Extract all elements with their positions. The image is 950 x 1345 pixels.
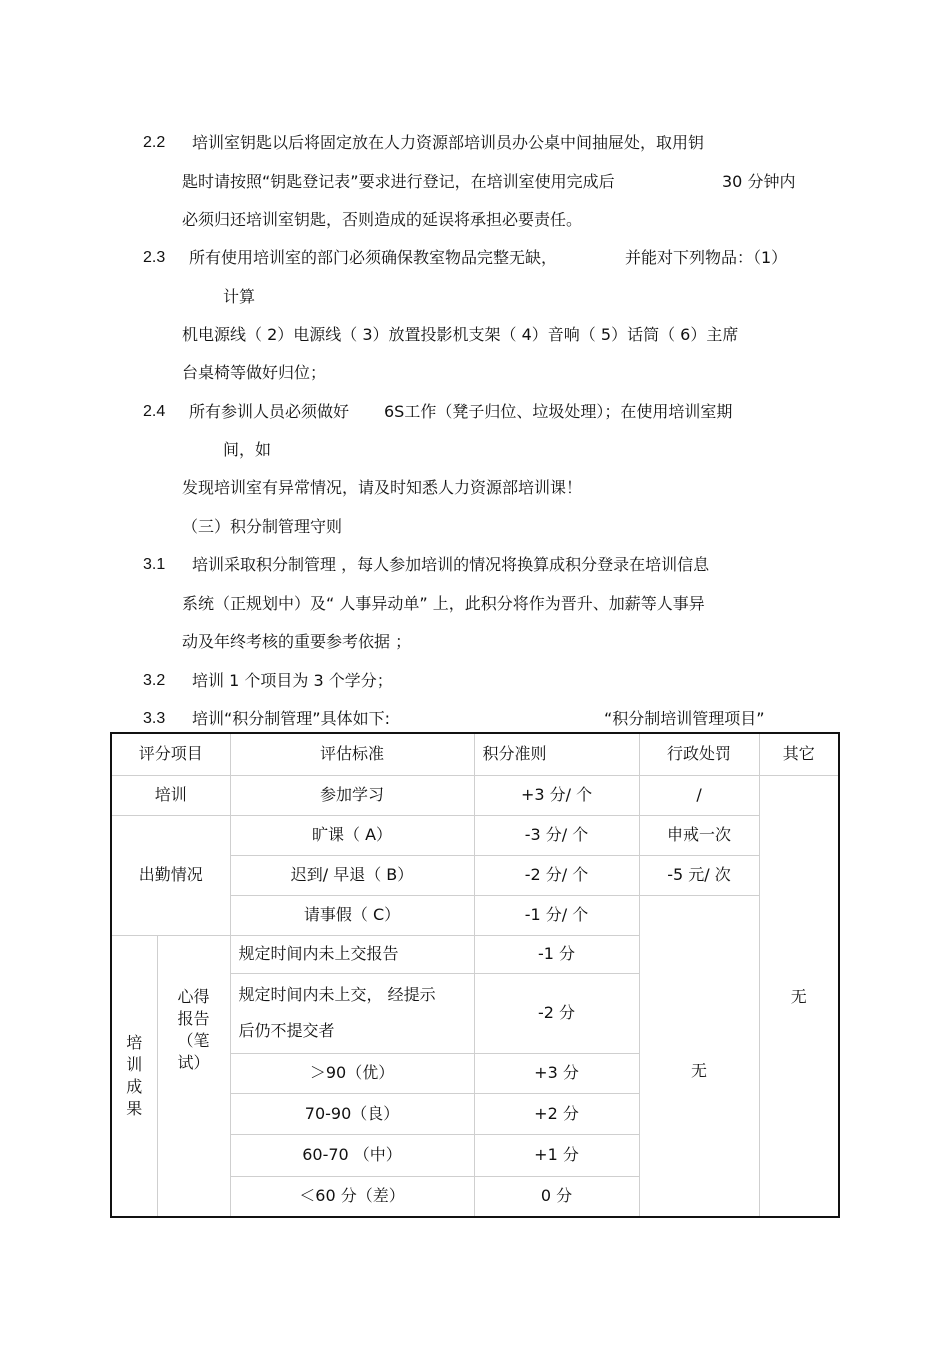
- report-label-line: 心得: [177, 986, 210, 1006]
- cell-attendance-a-standard: 旷课（ A）: [230, 815, 474, 855]
- cell-result-2-score: -2 分: [474, 973, 639, 1053]
- para-3-1-line-1: 培训采取积分制管理 ，每人参加培训的情况将换算成积分登录在培训信息: [192, 555, 710, 574]
- cell-attendance-b-standard: 迟到/ 早退（ B）: [230, 855, 474, 895]
- result-2-standard-line-1: 规定时间内未上交， 经提示: [238, 985, 436, 1004]
- cell-attendance-b-penalty: -5 元/ 次: [639, 855, 759, 895]
- cell-attendance-c-standard: 请事假（ C）: [230, 895, 474, 935]
- cell-result-5-standard: 60-70 （中）: [230, 1134, 474, 1176]
- header-penalty: 行政处罚: [639, 733, 759, 775]
- cell-report-label: [157, 935, 230, 1217]
- para-2-2-line-2-time: 30 分钟内: [722, 172, 796, 191]
- cell-result-6-standard: ＜60 分（差）: [230, 1176, 474, 1217]
- para-2-2-line-2: 匙时请按照“钥匙登记表”要求进行登记，在培训室使用完成后: [182, 172, 615, 191]
- cell-result-1-standard: 规定时间内未上交报告: [230, 935, 474, 973]
- results-label-char: 培: [126, 1032, 143, 1052]
- para-3-3-text: 培训“积分制管理”具体如下:: [192, 709, 390, 728]
- cell-result-3-standard: ＞90（优）: [230, 1053, 474, 1093]
- cell-training-item: 培训: [111, 775, 230, 815]
- para-3-2-number: 3.2: [143, 672, 166, 689]
- table-caption: “积分制培训管理项目”: [604, 709, 765, 728]
- results-label-char: 果: [126, 1098, 143, 1118]
- table-header-row: [111, 733, 839, 775]
- cell-result-5-score: +1 分: [474, 1134, 639, 1176]
- para-2-3-line-1: 所有使用培训室的部门必须确保教室物品完整无缺，: [189, 248, 558, 267]
- para-2-4-line-3: 发现培训室有异常情况，请及时知悉人力资源部培训课！: [182, 478, 583, 497]
- cell-attendance-label: 出勤情况: [111, 815, 230, 935]
- header-item: 评分项目: [111, 733, 230, 775]
- para-2-2-line-3: 必须归还培训室钥匙，否则造成的延误将承担必要责任。: [182, 210, 583, 229]
- cell-result-4-standard: 70-90（良）: [230, 1093, 474, 1134]
- para-3-1-line-2: 系统（正规划中）及“ 人事异动单” 上，此积分将作为晋升、加薪等人事异: [182, 594, 705, 613]
- header-standard: 评估标准: [230, 733, 474, 775]
- para-3-2-text: 培训 1 个项目为 3 个学分；: [192, 671, 393, 690]
- para-2-2-number: 2.2: [143, 134, 166, 151]
- para-2-4-number: 2.4: [143, 403, 166, 420]
- cell-training-score: +3 分/ 个: [474, 775, 639, 815]
- results-label-char: 训: [126, 1054, 143, 1074]
- result-2-standard-line-2: 后仍不提交者: [238, 1021, 335, 1040]
- table-row-attendance-a: [111, 815, 839, 855]
- header-other: 其它: [759, 733, 839, 775]
- scoring-table: [110, 732, 840, 1218]
- para-2-4-line-1-rest: 6S工作（凳子归位、垃圾处理）；在使用培训室期: [384, 402, 733, 421]
- para-2-3-line-4: 台桌椅等做好归位；: [182, 363, 327, 382]
- cell-result-6-score: 0 分: [474, 1176, 639, 1217]
- para-3-3-number: 3.3: [143, 710, 166, 727]
- header-score-rule: 积分准则: [474, 733, 639, 775]
- para-3-1-line-3: 动及年终考核的重要参考依据 ；: [182, 632, 412, 651]
- para-2-4-line-1: 所有参训人员必须做好: [189, 402, 350, 421]
- cell-result-4-score: +2 分: [474, 1093, 639, 1134]
- cell-attendance-b-score: -2 分/ 个: [474, 855, 639, 895]
- cell-attendance-a-score: -3 分/ 个: [474, 815, 639, 855]
- para-3-1-number: 3.1: [143, 556, 166, 573]
- cell-attendance-a-penalty: 申戒一次: [639, 815, 759, 855]
- cell-result-1-score: -1 分: [474, 935, 639, 973]
- cell-training-standard: 参加学习: [230, 775, 474, 815]
- report-label-line: 试）: [177, 1052, 210, 1072]
- para-2-2-line-1: 培训室钥匙以后将固定放在人力资源部培训员办公桌中间抽屉处，取用钥: [192, 133, 705, 152]
- para-2-4-line-2: 间，如: [223, 440, 272, 459]
- cell-results-label: [111, 935, 157, 1217]
- section-3-heading: （三）积分制管理守则: [182, 517, 343, 536]
- report-label-line: （笔: [177, 1030, 210, 1050]
- results-label-char: 成: [126, 1076, 143, 1096]
- para-2-3-line-3: 机电源线（ 2）电源线（ 3）放置投影机支架（ 4）音响（ 5）话筒（ 6）主席: [182, 325, 739, 344]
- para-2-3-line-2: 计算: [223, 287, 256, 306]
- para-2-3-line-1-list: 并能对下列物品：（1）: [625, 248, 788, 267]
- cell-attendance-c-score: -1 分/ 个: [474, 895, 639, 935]
- cell-other: 无: [759, 775, 839, 1217]
- cell-result-2-standard: [230, 973, 474, 1053]
- cell-result-3-score: +3 分: [474, 1053, 639, 1093]
- cell-results-penalty: 无: [639, 895, 759, 1217]
- cell-training-penalty: /: [639, 775, 759, 815]
- para-2-3-number: 2.3: [143, 249, 166, 266]
- report-label-line: 报告: [177, 1008, 210, 1028]
- table-row-training: [111, 775, 839, 815]
